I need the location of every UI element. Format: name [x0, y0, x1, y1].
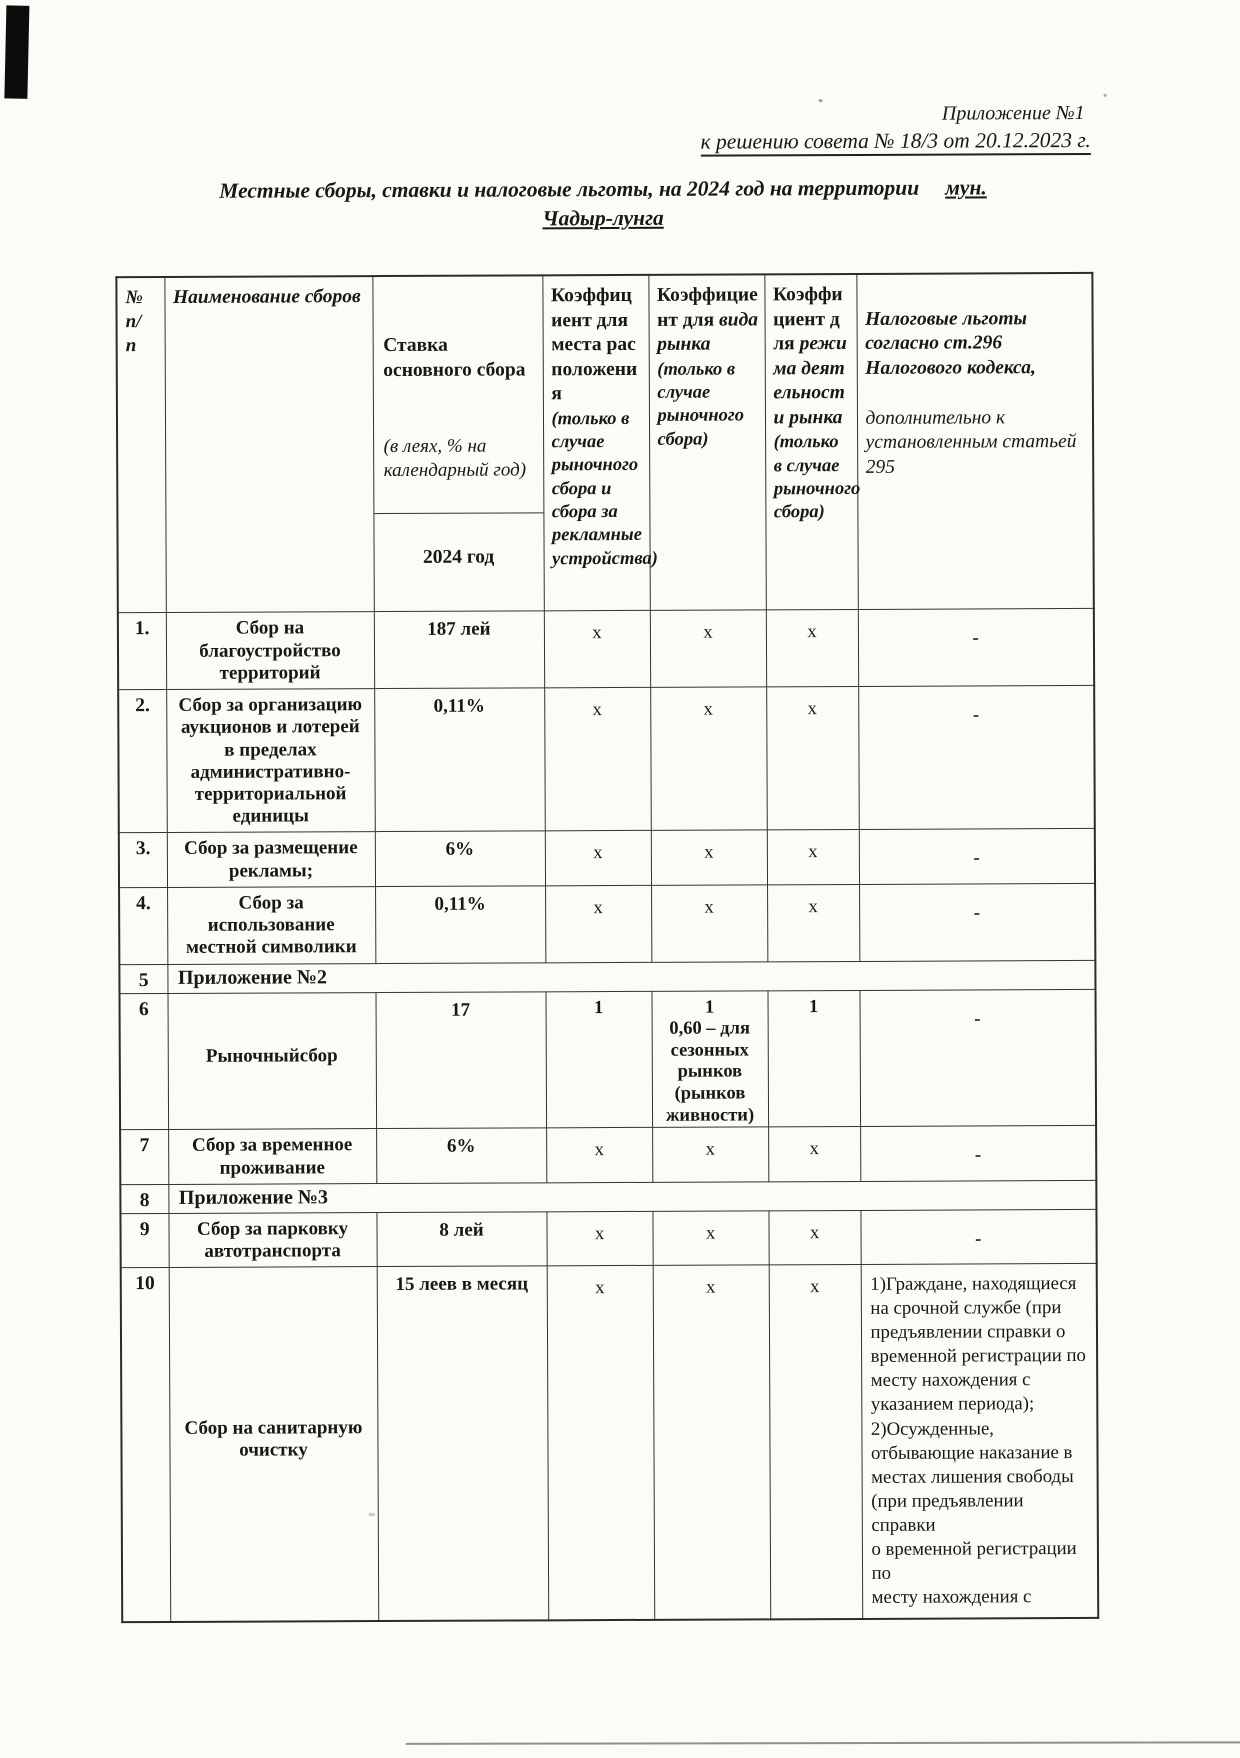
- benefits-value: -: [859, 829, 1095, 884]
- coef-mode-title-em: режима деятельности рынка: [773, 333, 847, 429]
- coef-type-value: х: [651, 830, 767, 885]
- coef-type-title-em: вида рынка: [657, 308, 759, 355]
- benefits-value: 1)Граждане, находящиеся на срочной службе (при предъявлении справки о временной регистрации по месту нахождения с указанием периода); 2)Осужденные, отбывающие наказание в местах лишения свободы (при предъявлении справки о временной регистрации по месту нахождения с: [861, 1264, 1099, 1619]
- coef-mode-title: Коэффициент для: [772, 283, 843, 355]
- rate-header-note: (в леях, % на календарный год): [383, 435, 527, 481]
- row-num: 7: [120, 1130, 168, 1185]
- rate-header-year: 2024 год: [422, 546, 495, 568]
- appendix-label: Приложение №1: [941, 101, 1085, 125]
- table-row: [119, 829, 1095, 888]
- fee-rate: 6%: [376, 1128, 546, 1183]
- coef-mode-value: х: [767, 884, 859, 961]
- coef-place-value: х: [544, 611, 650, 688]
- row-num: 1.: [118, 613, 166, 690]
- coef-type-value: х: [650, 687, 767, 831]
- coef-place-note: (только в случае рыночного сбора и сбора за рекламные устройства): [551, 408, 658, 569]
- benefits-value: -: [860, 1209, 1096, 1264]
- coef-type-value: х: [650, 610, 766, 687]
- row-num: 2.: [118, 690, 167, 834]
- col-header-tax-benefits: [856, 273, 1093, 610]
- fee-rate: 8 лей: [376, 1212, 546, 1267]
- fee-rate: 0,11%: [374, 688, 545, 832]
- coef-mode-value: х: [768, 1210, 860, 1265]
- coef-place-value: х: [544, 687, 651, 831]
- row-num: 9: [120, 1213, 168, 1268]
- coef-place-value: х: [546, 1211, 652, 1266]
- benefits-header-title: Налоговые льготы согласно ст.296 Налогового кодекса,: [865, 307, 1036, 379]
- coef-mode-note: (только в случае рыночного сбора): [773, 432, 861, 523]
- document-body: [115, 102, 1098, 1623]
- document-title-line2: Чадыр-лунга: [542, 205, 664, 231]
- col-header-coef-market-mode: [764, 274, 861, 610]
- fee-name: Сбор за организацию аукционов и лотерей в пределах административно- территориальной единицы: [166, 689, 375, 833]
- fee-name: Сбор на санитарную очистку: [169, 1267, 379, 1622]
- scan-artifact-speck: [819, 99, 823, 102]
- appendix-row-label: Приложение №2: [167, 960, 1095, 993]
- scan-artifact-corner: [4, 5, 29, 98]
- coef-place-value: 1: [545, 991, 652, 1128]
- title-line1: Местные сборы, ставки и налоговые льготы, на 2024 год на территории: [219, 175, 920, 203]
- coef-place-value: х: [545, 885, 651, 962]
- coef-mode-value: 1: [767, 990, 860, 1127]
- fee-rate: 17: [375, 991, 546, 1129]
- fee-rate: 187 лей: [374, 611, 544, 688]
- local-fees-table: [115, 272, 1099, 1623]
- coef-mode-value: х: [766, 687, 859, 831]
- fee-name: Сбор за использование местной символики: [167, 886, 375, 964]
- row-num: 6: [120, 993, 169, 1130]
- coef-mode-value: х: [769, 1265, 863, 1620]
- col-header-fee-name: Наименование сборов: [164, 276, 373, 613]
- table-row: [120, 1126, 1096, 1185]
- decision-text: к решению совета № 18/3 от 20.12.2023 г.: [701, 128, 1091, 157]
- title-municipality-prefix: мун.: [945, 175, 987, 200]
- table-row: [119, 883, 1095, 964]
- fee-name: Сбор за временное проживание: [168, 1129, 376, 1184]
- fee-rate: 0,11%: [375, 886, 545, 963]
- benefits-value: -: [858, 609, 1094, 687]
- row-num: 4.: [119, 887, 167, 964]
- row-num: 8: [120, 1184, 168, 1213]
- rate-header-title: Ставка основного сбора: [383, 334, 526, 381]
- coef-mode-value: х: [766, 610, 858, 687]
- table-header-row: [116, 273, 1093, 613]
- coef-type-value: х: [651, 885, 767, 962]
- coef-place-value: х: [545, 831, 651, 886]
- col-header-rate: [372, 275, 543, 612]
- coef-type-value: 1 0,60 – для сезонных рынков (рынков живности): [651, 990, 768, 1127]
- document-title: [115, 174, 1091, 206]
- table-row-appendix: [120, 1180, 1096, 1213]
- coef-place-value: х: [546, 1128, 652, 1183]
- benefits-value: -: [858, 686, 1095, 830]
- table-row: [118, 609, 1094, 690]
- scan-artifact-bottom-line: [406, 1741, 1240, 1744]
- fee-name: Рыночныйсбор: [167, 992, 376, 1130]
- coef-place-value: х: [547, 1266, 655, 1621]
- row-num: 3.: [119, 833, 167, 888]
- table-row: [118, 686, 1095, 834]
- coef-place-title: Коэффициент для места расположения: [550, 284, 638, 405]
- col-header-coef-market-type: [648, 274, 765, 611]
- col-header-coef-place: [542, 275, 658, 611]
- coef-type-value: х: [652, 1211, 768, 1266]
- fee-rate: 15 леев в месяц: [377, 1266, 549, 1621]
- scan-artifact-speck: [1104, 94, 1107, 97]
- coef-type-note: (только в случае рыночного сбора): [657, 359, 744, 450]
- coef-mode-value: х: [768, 1127, 860, 1182]
- decision-reference: [115, 128, 1091, 157]
- fee-name: Сбор на благоустройство территорий: [166, 612, 374, 690]
- rate-header-top: [373, 301, 543, 514]
- benefits-value: -: [860, 1126, 1096, 1181]
- coef-type-title: Коэффициент для: [656, 284, 758, 331]
- table-row: [120, 1209, 1096, 1268]
- col-header-num: № п/ п: [116, 277, 165, 613]
- coef-type-value: х: [652, 1127, 768, 1182]
- benefits-value: -: [859, 883, 1095, 961]
- fee-name: Сбор за размещение рекламы;: [167, 832, 375, 887]
- fee-name: Сбор за парковку автотранспорта: [168, 1212, 376, 1267]
- fee-rate: 6%: [375, 831, 545, 886]
- table-row: [121, 1264, 1099, 1622]
- row-num: 10: [121, 1268, 171, 1622]
- benefits-header-note: дополнительно к установленным статьей 295: [865, 407, 1077, 478]
- table-row-appendix: [119, 960, 1095, 993]
- row-num: 5: [119, 964, 167, 993]
- coef-mode-value: х: [767, 830, 859, 885]
- appendix-row-label: Приложение №3: [168, 1180, 1096, 1213]
- benefits-value: -: [859, 989, 1096, 1127]
- table-row: [120, 989, 1097, 1130]
- coef-type-value: х: [653, 1265, 771, 1620]
